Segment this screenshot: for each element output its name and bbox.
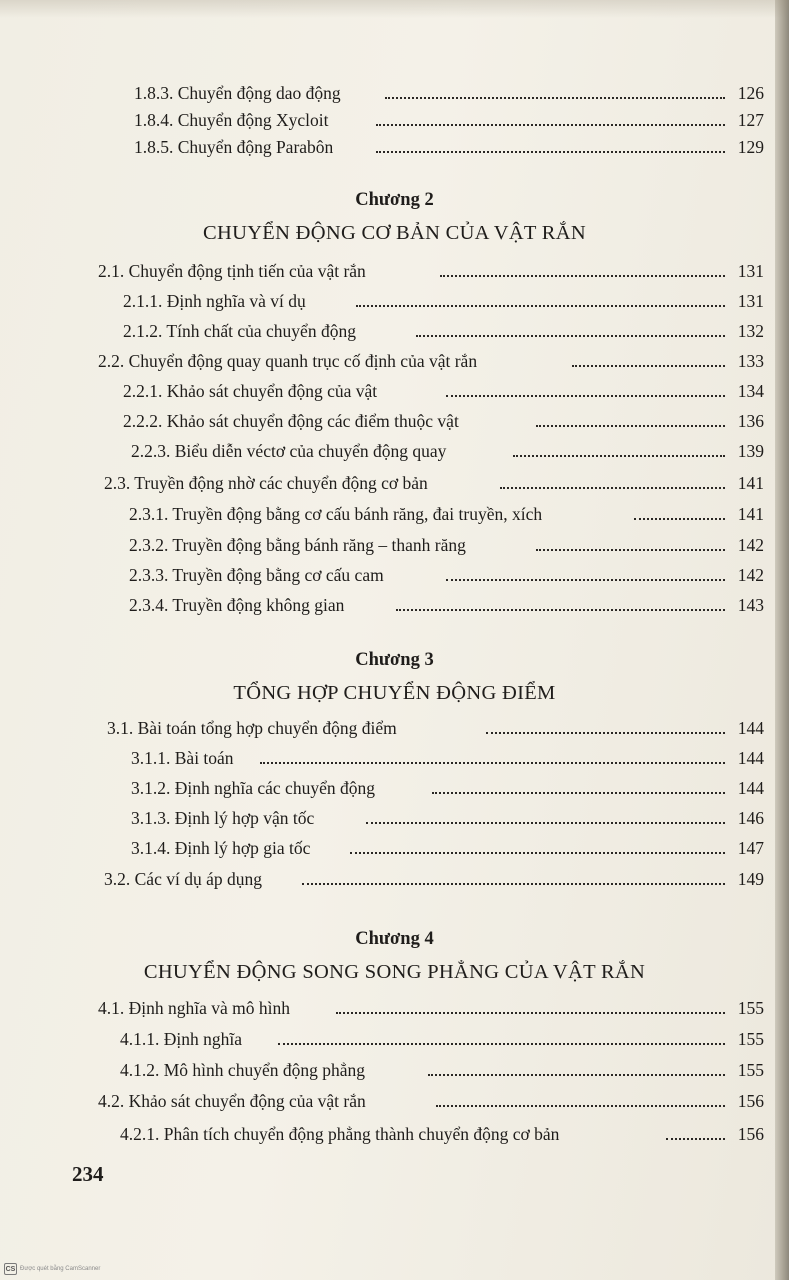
chapter-title: CHUYỂN ĐỘNG SONG SONG PHẲNG CỦA VẬT RẮN [143, 961, 646, 983]
toc-leader-dots [396, 609, 725, 611]
toc-leader-dots [666, 1138, 725, 1140]
toc-leader-dots [350, 852, 725, 854]
toc-entry [0, 743, 789, 773]
toc-leader-dots [428, 1074, 725, 1076]
toc-entry [0, 773, 789, 803]
toc-leader-dots [436, 1105, 725, 1107]
toc-entry [0, 560, 789, 590]
toc-entry-title: 3.1. Bài toán tổng hợp chuyển động điểm [107, 718, 397, 738]
page-number: 234 [72, 1162, 104, 1186]
toc-entry-page: 144 [737, 718, 764, 738]
toc-entry-page: 147 [737, 838, 764, 858]
toc-entry-title: 1.8.4. Chuyển động Xycloit [134, 110, 329, 130]
toc-entry-page: 141 [737, 504, 764, 524]
toc-entry [0, 833, 789, 863]
toc-entry [0, 468, 789, 498]
toc-leader-dots [432, 792, 725, 794]
toc-entry-title: 4.2. Khảo sát chuyển động của vật rắn [98, 1091, 366, 1111]
chapter-label: Chương 3 [355, 650, 434, 670]
toc-leader-dots [376, 124, 725, 126]
toc-leader-dots [385, 97, 725, 99]
toc-entry-page: 126 [737, 83, 764, 103]
toc-entry-title: 1.8.3. Chuyển động dao động [134, 83, 341, 103]
toc-leader-dots [446, 395, 725, 397]
toc-entry-page: 131 [737, 261, 764, 281]
toc-entry-title: 2.3.1. Truyền động bằng cơ cấu bánh răng, đai truyền, xích [129, 504, 543, 524]
toc-entry-page: 143 [737, 595, 764, 615]
toc-entry-page: 149 [737, 869, 764, 889]
toc-leader-dots [536, 425, 725, 427]
toc-entry [0, 499, 789, 529]
chapter-label: Chương 4 [355, 929, 434, 949]
toc-entry [0, 376, 789, 406]
toc-entry [0, 406, 789, 436]
scanner-watermark [4, 1262, 100, 1276]
toc-entry [0, 286, 789, 316]
toc-entry [0, 1119, 789, 1149]
toc-entry [0, 590, 789, 620]
toc-entry [0, 346, 789, 376]
toc-entry-page: 136 [737, 411, 764, 431]
toc-entry-title: 2.1.1. Định nghĩa và ví dụ [123, 291, 306, 311]
toc-entry-page: 146 [737, 808, 764, 828]
toc-entry [0, 993, 789, 1023]
toc-entry-title: 2.2.3. Biểu diễn véctơ của chuyển động quay [131, 441, 447, 461]
toc-entry-title: 2.3.4. Truyền động không gian [129, 595, 345, 615]
toc-leader-dots [486, 732, 725, 734]
toc-entry-title: 2.1.2. Tính chất của chuyển động [123, 321, 356, 341]
scanner-caption: Được quét bằng CamScanner [20, 1266, 101, 1272]
toc-entry [0, 256, 789, 286]
toc-entry-page: 156 [737, 1124, 764, 1144]
toc-entry [0, 105, 789, 135]
page-top-shadow [0, 0, 789, 18]
toc-entry-page: 155 [737, 998, 764, 1018]
toc-entry-title: 3.1.1. Bài toán [131, 748, 234, 768]
toc-entry-title: 2.3.3. Truyền động bằng cơ cấu cam [129, 565, 384, 585]
toc-entry-title: 3.1.4. Định lý hợp gia tốc [131, 838, 311, 858]
toc-entry [0, 713, 789, 743]
toc-entry-page: 142 [737, 565, 764, 585]
toc-entry-title: 3.2. Các ví dụ áp dụng [104, 869, 262, 889]
toc-leader-dots [634, 518, 725, 520]
toc-entry-page: 127 [737, 110, 764, 130]
toc-entry [0, 436, 789, 466]
toc-leader-dots [260, 762, 725, 764]
toc-leader-dots [513, 455, 725, 457]
toc-entry-page: 142 [737, 535, 764, 555]
toc-entry-page: 133 [737, 351, 764, 371]
toc-entry-page: 132 [737, 321, 764, 341]
toc-entry [0, 316, 789, 346]
toc-entry-title: 2.2.1. Khảo sát chuyển động của vật [123, 381, 378, 401]
toc-entry-page: 129 [737, 137, 764, 157]
toc-entry-title: 4.1.1. Định nghĩa [120, 1029, 243, 1049]
toc-entry-page: 141 [737, 473, 764, 493]
toc-entry [0, 803, 789, 833]
chapter-title: CHUYỂN ĐỘNG CƠ BẢN CỦA VẬT RẮN [203, 222, 586, 244]
toc-entry [0, 1086, 789, 1116]
toc-leader-dots [416, 335, 725, 337]
toc-leader-dots [440, 275, 725, 277]
toc-entry-title: 2.2. Chuyển động quay quanh trục cố định của vật rắn [98, 351, 478, 371]
toc-entry-title: 2.2.2. Khảo sát chuyển động các điểm thuộc vật [123, 411, 459, 431]
toc-entry-page: 134 [737, 381, 764, 401]
toc-entry-title: 4.1.2. Mô hình chuyển động phẳng [120, 1060, 365, 1080]
toc-leader-dots [356, 305, 725, 307]
toc-leader-dots [366, 822, 725, 824]
toc-leader-dots [572, 365, 725, 367]
toc-entry-title: 2.3. Truyền động nhờ các chuyển động cơ bản [104, 473, 428, 493]
toc-entry [0, 530, 789, 560]
toc-leader-dots [536, 549, 725, 551]
toc-entry-page: 155 [737, 1060, 764, 1080]
toc-entry-page: 156 [737, 1091, 764, 1111]
toc-entry-title: 2.3.2. Truyền động bằng bánh răng – thanh răng [129, 535, 466, 555]
toc-leader-dots [376, 151, 725, 153]
toc-leader-dots [336, 1012, 725, 1014]
toc-entry-page: 139 [737, 441, 764, 461]
toc-leader-dots [302, 883, 725, 885]
toc-entry-page: 144 [737, 748, 764, 768]
toc-entry-title: 3.1.2. Định nghĩa các chuyển động [131, 778, 375, 798]
toc-entry-title: 3.1.3. Định lý hợp vận tốc [131, 808, 315, 828]
toc-entry-page: 144 [737, 778, 764, 798]
toc-leader-dots [446, 579, 725, 581]
chapter-label: Chương 2 [355, 190, 434, 210]
camscanner-logo-icon: CS [4, 1263, 17, 1275]
toc-entry-title: 4.1. Định nghĩa và mô hình [98, 998, 290, 1018]
toc-entry [0, 864, 789, 894]
toc-entry [0, 132, 789, 162]
toc-leader-dots [278, 1043, 725, 1045]
toc-entry-page: 155 [737, 1029, 764, 1049]
toc-entry-title: 2.1. Chuyển động tịnh tiến của vật rắn [98, 261, 366, 281]
toc-leader-dots [500, 487, 725, 489]
toc-entry [0, 1024, 789, 1054]
chapter-title: TỔNG HỢP CHUYỂN ĐỘNG ĐIỂM [233, 682, 556, 704]
toc-entry [0, 78, 789, 108]
toc-entry-title: 4.2.1. Phân tích chuyển động phẳng thành chuyển động cơ bản [120, 1124, 560, 1144]
toc-entry-page: 131 [737, 291, 764, 311]
toc-entry-title: 1.8.5. Chuyển động Parabôn [134, 137, 334, 157]
toc-entry [0, 1055, 789, 1085]
